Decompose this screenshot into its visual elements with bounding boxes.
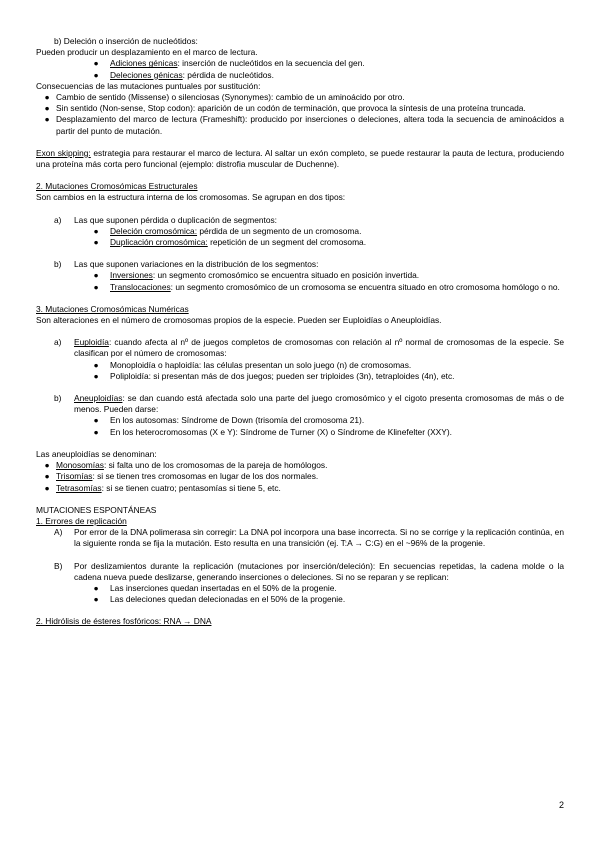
section-heading: 3. Mutaciones Cromosómicas Numéricas [36,303,189,314]
bullet-icon: ● [93,58,99,69]
definition: : si falta uno de los cromosomas de la pareja de homólogos. [103,460,328,471]
page-number: 2 [558,800,564,810]
aneuploidy-title: Las aneuploidías se denominan: [36,448,157,459]
list-text: Desplazamiento del marco de lectura (Frameshift): producido por inserciones o deleciones, altera toda la secuencia de aminoácidos a partir del punto de mutación. [56,114,564,136]
bullet-icon: ● [93,270,99,281]
subsection-b [36,561,564,583]
section-heading: 2. Mutaciones Cromosómicas Estructurales [36,181,198,192]
definition: : inserción de nucleótidos en la secuencia del gen. [177,58,365,69]
list-item [36,237,564,248]
subsection-b [36,393,564,415]
bullet-icon: ● [93,426,99,437]
term: Monosomías [56,460,104,471]
term: Exon skipping: [36,147,91,158]
list-item [36,594,564,605]
term: Translocaciones [110,281,171,292]
section-b-title: b) Deleción o inserción de nucleótidos: [54,36,198,46]
list-text: En los heterocromosomas (X e Y): Síndrome de Turner (X) o Síndrome de Klinefelter (XXY). [110,426,452,437]
section-intro: Son alteraciones en el número de cromosomas propios de la especie. Pueden ser Euploidías o Aneuploidías. [36,315,442,326]
list-item [36,583,564,594]
bullet-icon: ● [44,471,50,482]
subsection-a [36,215,564,226]
bullet-icon: ● [44,92,50,103]
list-item [36,371,564,382]
subsection-a [36,527,564,549]
list-marker: A) [54,527,63,538]
term: Adiciones génicas [110,58,178,69]
definition: : pérdida de nucleótidos. [182,69,274,80]
list-text: En los autosomas: Síndrome de Down (trisomía del cromosoma 21). [110,415,365,426]
term: Deleción cromosómica: [110,225,198,236]
definition: pérdida de un segmento de un cromosoma. [197,225,362,236]
list-item [36,92,564,103]
exon-skipping-paragraph [36,148,564,170]
subsection-text: Por deslizamientos durante la replicación (mutaciones por inserción/deleción): En secuencias repetidas, la cadena molde o la cadena nueva puede deslizarse, generando inserciones o deleciones. Si no se reparan y se replican: [74,560,564,582]
list-item [36,427,564,438]
bullet-icon: ● [44,460,50,471]
list-marker: b) [54,259,62,270]
bullet-icon: ● [93,281,99,292]
list-text: Sin sentido (Non-sense, Stop codon): aparición de un codón de terminación, que provoca la síntesis de una proteína truncada. [56,103,526,114]
bullet-icon: ● [93,370,99,381]
list-text: Poliploidía: si presentan más de dos juegos; pueden ser triploides (3n), tetraploides (4n), etc. [110,370,455,381]
bullet-icon: ● [44,103,50,114]
bullet-icon: ● [93,594,99,605]
term: Inversiones [110,270,153,281]
list-text: Cambio de sentido (Missense) o silenciosas (Synonymes): cambio de un aminoácido por otro. [56,92,405,103]
term: Aneuploidías [74,393,123,404]
list-item [36,360,564,371]
list-item [36,282,564,293]
definition: : se dan cuando está afectada solo una parte del juego cromosómico y el cigoto presenta cromosomas de más o de menos. Pueden darse: [74,393,564,415]
definition: : un segmento cromosómico se encuentra situado en posición invertida. [152,270,420,281]
list-item [36,471,564,482]
section-intro: Son cambios en la estructura interna de los cromosomas. Se agrupan en dos tipos: [36,192,346,203]
list-item [36,58,564,69]
list-item [36,226,564,237]
term: Euploidía [74,337,109,348]
list-item [36,70,564,81]
section-heading: 2. Hidrólisis de ésteres fosfóricos: RNA → DNA [36,616,212,627]
bullet-icon: ● [93,225,99,236]
consequences-title: Consecuencias de las mutaciones puntuales por sustitución: [36,80,261,91]
list-text: Monoploidía o haploidía: las células presentan un solo juego (n) de cromosomas. [110,359,412,370]
definition: repetición de un segment del cromosoma. [207,237,367,248]
definition: estrategia para restaurar el marco de lectura. Al saltar un exón completo, se puede restaurar la pauta de lectura, produciendo una proteína más corta pero funcional (ejemplo: distrofia muscular de Duchenne). [36,147,564,170]
subsection-b [36,259,564,270]
bullet-icon: ● [93,415,99,426]
subsection-text: Las que suponen variaciones en la distribución de los segmentos: [74,259,319,270]
subsection-a [36,337,564,359]
bullet-icon: ● [93,359,99,370]
bullet-icon: ● [44,114,50,125]
list-item [36,270,564,281]
bullet-icon: ● [93,69,99,80]
bullet-icon: ● [44,482,50,493]
term: Tetrasomías [56,482,102,493]
list-text: Las deleciones quedan delecionadas en el 50% de la progenie. [110,594,346,605]
term: Deleciones génicas [110,69,183,80]
spontaneous-title: MUTACIONES ESPONTÁNEAS [36,504,157,515]
definition: : cuando afecta al nº de juegos completos de cromosomas con relación al nº normal de cromosomas de la especie. Se clasifican por el número de cromosomas: [74,337,564,359]
subsection-text: Las que suponen pérdida o duplicación de segmentos: [74,214,278,225]
subsection-text: Por error de la DNA polimerasa sin corregir: La DNA pol incorpora una base incorrecta. Si no se corrige y la replicación continúa, en la siguiente ronda se fija la mutación. Esto resulta en una transición (ej. T:A → C:G) en el ~96% de la progenie. [74,527,564,549]
document-page [36,36,564,628]
list-item [36,460,564,471]
bullet-icon: ● [93,237,99,248]
list-item [36,103,564,114]
definition: : un segmento cromosómico de un cromosoma se encuentra situado en otro cromosoma homólogo o no. [170,281,560,292]
list-marker: a) [54,214,62,225]
term: Duplicación cromosómica: [110,237,208,248]
list-text: Las inserciones quedan insertadas en el 50% de la progenie. [110,582,337,593]
list-item [36,114,564,136]
term: Trisomías [56,471,93,482]
list-item [36,415,564,426]
list-item [36,483,564,494]
list-marker: b) [54,393,62,404]
definition: : si se tienen cuatro; pentasomías si tiene 5, etc. [101,482,281,493]
definition: : si se tienen tres cromosomas en lugar de los dos normales. [92,471,319,482]
bullet-icon: ● [93,582,99,593]
section-b-intro: Pueden producir un desplazamiento en el marco de lectura. [36,47,258,58]
list-marker: B) [54,560,63,571]
section-heading: 1. Errores de replicación [36,515,127,526]
list-marker: a) [54,337,62,348]
